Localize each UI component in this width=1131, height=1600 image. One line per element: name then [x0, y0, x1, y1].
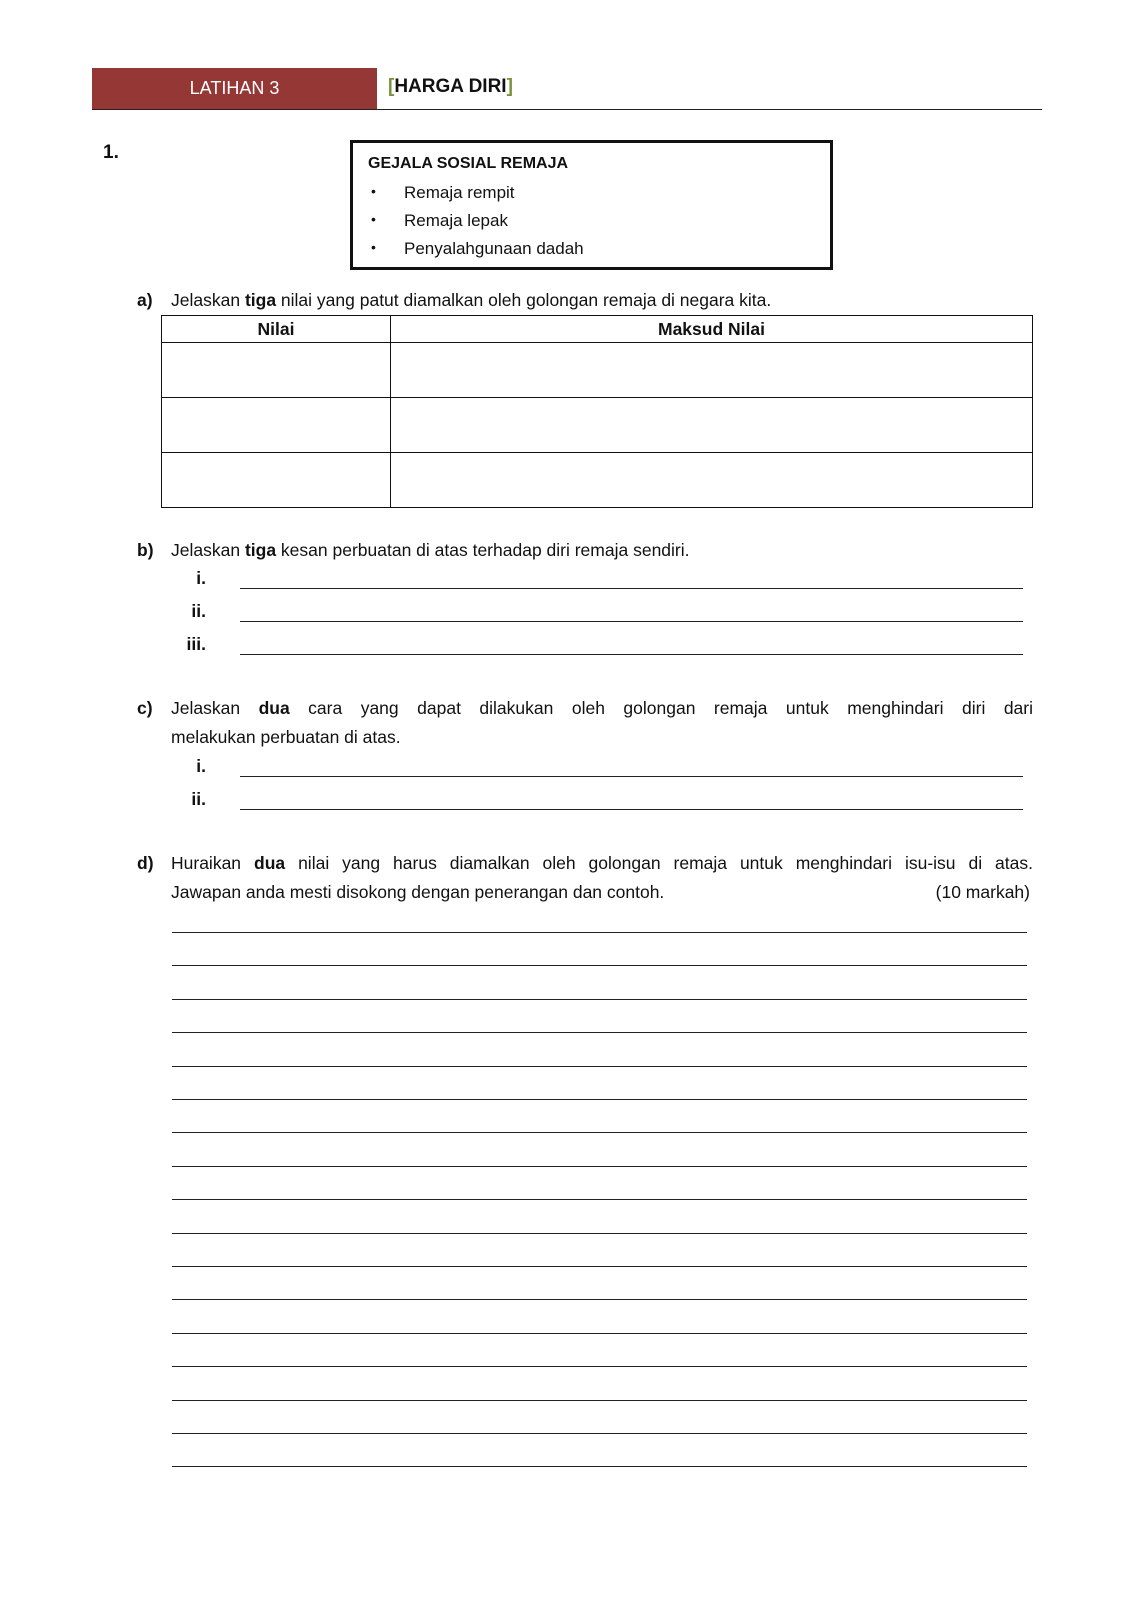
essay-answer-line[interactable]: [172, 1199, 1027, 1200]
essay-answer-line[interactable]: [172, 1166, 1027, 1167]
part-a-label: a): [137, 290, 153, 310]
essay-answer-line[interactable]: [172, 965, 1027, 966]
essay-answer-line[interactable]: [172, 1099, 1027, 1100]
essay-answer-line[interactable]: [172, 1466, 1027, 1467]
part-b-question: Jelaskan tiga kesan perbuatan di atas terhadap diri remaja sendiri.: [171, 540, 690, 560]
table-row: [162, 398, 1033, 453]
essay-answer-line[interactable]: [172, 1433, 1027, 1434]
part-d-label: d): [137, 853, 154, 873]
part-d-question-line2: Jawapan anda mesti disokong dengan penerangan dan contoh.: [171, 882, 665, 902]
answer-line[interactable]: [240, 654, 1023, 655]
part-c-question-line2: melakukan perbuatan di atas.: [171, 727, 401, 747]
part-c-label: c): [137, 698, 153, 718]
table-header-row: [162, 316, 1033, 343]
table-header-nilai: Nilai: [162, 316, 391, 343]
essay-answer-line[interactable]: [172, 1066, 1027, 1067]
bracket-left: [: [388, 76, 395, 97]
essay-answer-line[interactable]: [172, 999, 1027, 1000]
section-label: LATIHAN 3: [189, 78, 280, 98]
essay-answer-line[interactable]: [172, 1366, 1027, 1367]
bracket-right: ]: [506, 76, 513, 97]
part-b-label: b): [137, 540, 154, 560]
numeral: i.: [196, 568, 206, 588]
answer-cell[interactable]: [162, 398, 391, 453]
topic-label: HARGA DIRI: [394, 76, 507, 97]
table-header-maksud: Maksud Nilai: [391, 316, 1033, 343]
topic-box: [350, 140, 833, 270]
answer-line[interactable]: [240, 776, 1023, 777]
answer-cell[interactable]: [162, 343, 391, 398]
essay-answer-line[interactable]: [172, 1233, 1027, 1234]
answer-cell[interactable]: [391, 398, 1033, 453]
section-tab: [92, 68, 377, 110]
numeral: i.: [196, 756, 206, 776]
numeral: iii.: [186, 634, 206, 654]
essay-answer-line[interactable]: [172, 1299, 1027, 1300]
essay-answer-line[interactable]: [172, 1032, 1027, 1033]
topic-item: • Penyalahgunaan dadah: [404, 239, 584, 259]
essay-answer-line[interactable]: [172, 1333, 1027, 1334]
table-row: [162, 343, 1033, 398]
numeral: ii.: [191, 601, 206, 621]
values-table: [161, 315, 1033, 508]
numeral: ii.: [191, 789, 206, 809]
marks-label: (10 markah): [935, 882, 1030, 902]
question-number: 1.: [103, 142, 119, 163]
topic-title: [388, 76, 513, 98]
answer-line[interactable]: [240, 621, 1023, 622]
answer-cell[interactable]: [162, 453, 391, 508]
table-row: [162, 453, 1033, 508]
part-d-question: Huraikan dua nilai yang harus diamalkan oleh golongan remaja untuk menghindari isu-isu di atas.: [171, 853, 1033, 873]
answer-cell[interactable]: [391, 343, 1033, 398]
answer-cell[interactable]: [391, 453, 1033, 508]
topic-item: • Remaja rempit: [404, 183, 515, 203]
essay-answer-line[interactable]: [172, 1266, 1027, 1267]
essay-answer-line[interactable]: [172, 1132, 1027, 1133]
part-a-question: Jelaskan tiga nilai yang patut diamalkan oleh golongan remaja di negara kita.: [171, 290, 772, 310]
essay-answer-line[interactable]: [172, 1400, 1027, 1401]
topic-item: • Remaja lepak: [404, 211, 508, 231]
essay-answer-line[interactable]: [172, 932, 1027, 933]
part-c-question: Jelaskan dua cara yang dapat dilakukan oleh golongan remaja untuk menghindari diri dari: [171, 698, 1033, 718]
header-rule: [92, 109, 1042, 110]
answer-line[interactable]: [240, 588, 1023, 589]
answer-line[interactable]: [240, 809, 1023, 810]
topic-box-title: GEJALA SOSIAL REMAJA: [368, 155, 569, 172]
